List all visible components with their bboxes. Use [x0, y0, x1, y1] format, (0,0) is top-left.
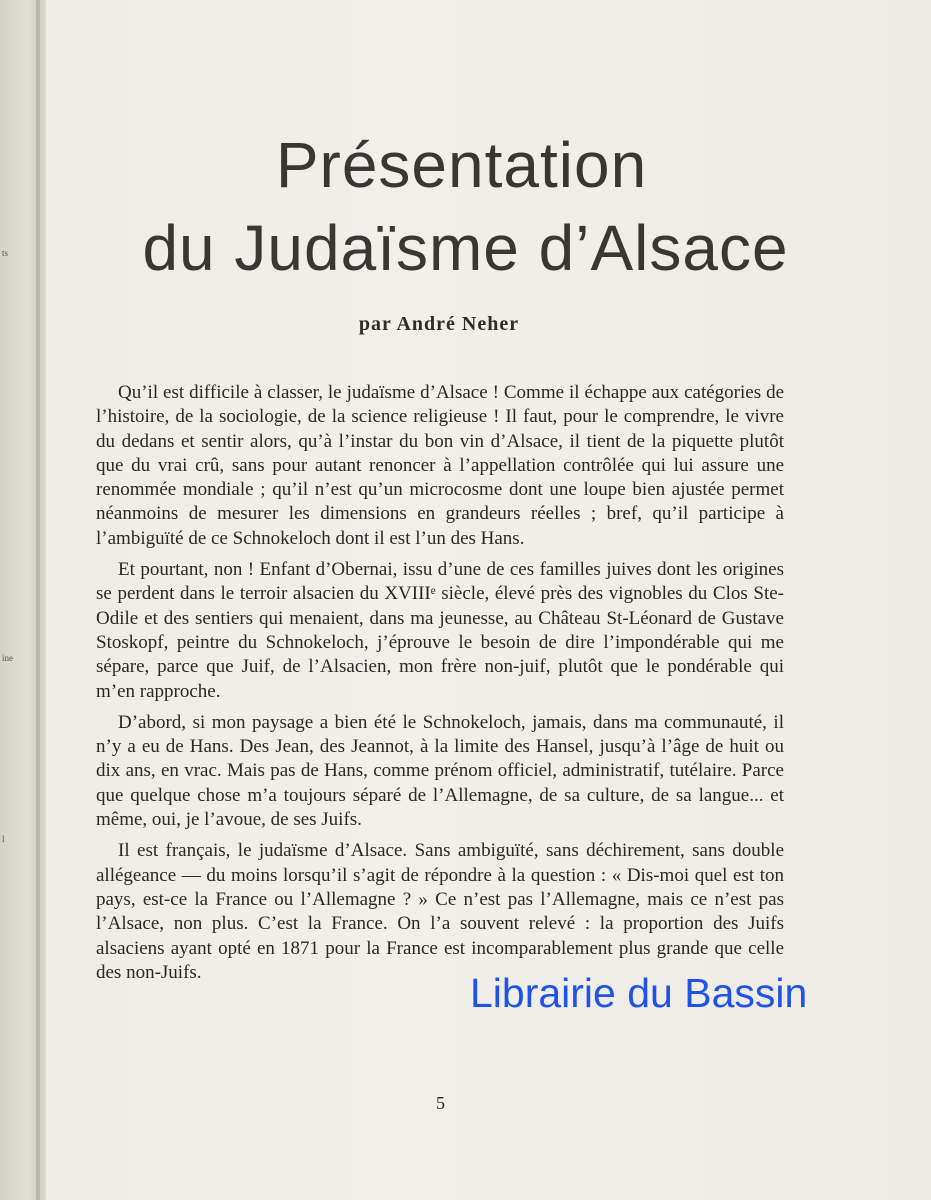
title-line-1: Présentation: [275, 129, 648, 201]
title-line-2: du Judaïsme d’Alsace: [142, 212, 789, 284]
page-number: 5: [436, 1093, 445, 1113]
watermark: Librairie du Bassin: [470, 970, 808, 1016]
author-byline: par André Neher: [358, 313, 520, 335]
margin-fragment: ts: [2, 248, 9, 258]
paragraph-2: Et pourtant, non ! Enfant d’Obernai, issu d’une de ces familles juives dont les origines se perdent dans le terroir alsacien du XVIIIᵉ siècle, élevé près des vignobles du Clos Ste-Odile et des sentiers qui menaient, dans ma jeunesse, au Château St-Léonard de Gustave Stoskopf, peintre du Schnokeloch, j’éprouve le besoin de dire l’impondérable qui me sépare, parce que Juif, de l’Alsacien, mon frère non-juif, plutôt que le pondérable qui m’en rapproche.: [96, 559, 784, 702]
paragraph-1: Qu’il est difficile à classer, le judaïsme d’Alsace ! Comme il échappe aux catégories de l’histoire, de la sociologie, de la science religieuse ! Il faut, pour le comprendre, le vivre du dedans et sentir alors, qu’à l’instar du bon vin d’Alsace, il tient de la piquette plutôt que du vrai crû, sans pour autant renoncer à l’appellation contrôlée qui lui assure une renommée mondiale ; qu’il n’est qu’un microcosme dont une loupe bien ajustée permet néanmoins de mesurer les dimensions en grandeurs réelles ; bref, qu’il participe à l’ambiguïté de ce Schnokeloch dont il est l’un des Hans.: [96, 382, 784, 549]
paragraph-4: Il est français, le judaïsme d’Alsace. Sans ambiguïté, sans déchirement, sans double allégeance — du moins lorsqu’il s’agit de répondre à la question : « Dis-moi quel est ton pays, est-ce la France ou l’Allemagne ? » Ce n’est pas l’Allemagne, mais ce n’est pas l’Alsace, non plus. C’est la France. On l’a souvent relevé : la proportion des Juifs alsaciens ayant opté en 1871 pour la France est incomparablement plus grande que celle des non-Juifs.: [96, 840, 784, 983]
article-body: [96, 381, 784, 992]
margin-fragment: l: [2, 834, 5, 844]
paragraph-3: D’abord, si mon paysage a bien été le Schnokeloch, jamais, dans ma communauté, il n’y a eu de Hans. Des Jean, des Jeannot, à la limite des Hansel, jusqu’à l’âge de huit ou dix ans, en vrac. Mais pas de Hans, comme prénom officiel, administratif, tutélaire. Parce que quelque chose m’a toujours séparé de l’Allemagne, de sa culture, de sa langue... et même, oui, je l’avoue, de ses Juifs.: [96, 711, 784, 831]
margin-fragment: ine: [2, 653, 13, 663]
